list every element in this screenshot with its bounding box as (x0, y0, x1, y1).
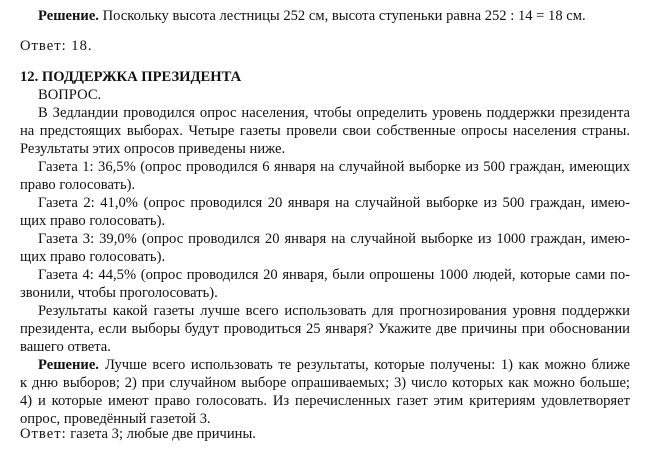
solution-line-4: опрос, проведённый газетой 3. (20, 411, 211, 427)
intro-line-3: Результаты этих опросов приведены ниже. (20, 141, 286, 157)
intro-line-2: на предстоящих выборах. Четыре газеты провели свои собственные опросы населения страны. (20, 123, 630, 139)
top-solution-text: Поскольку высота лестницы 252 см, высота ступеньки равна 252 : 14 = 18 см. (102, 8, 586, 24)
final-answer-label: Ответ: (20, 426, 67, 442)
newspaper-2-line-2: щих право голосовать). (20, 213, 166, 229)
solution-label: Решение. (38, 357, 99, 373)
solution-line-1 (38, 356, 630, 374)
newspaper-2-line-1: Газета 2: 41,0% (опрос проводился 20 января на случайной выборке из 500 граждан, имею- (38, 195, 630, 211)
question-line-2: президента, если выборы будут проводиться 25 января? Укажите две причины при обосновании (20, 321, 630, 337)
solution-text-1: Лучше всего использовать те результаты, которые получены: 1) как можно ближе (104, 357, 630, 373)
newspaper-1-line-2: право голосовать). (20, 177, 136, 193)
top-answer-label: Ответ: (20, 38, 67, 54)
top-answer-value: 18. (71, 38, 93, 54)
solution-line-2: к дню выборов; 2) при случайном выборе опрашиваемых; 3) число которых как можно больше; (20, 375, 630, 391)
top-answer-line (20, 37, 93, 55)
question-label: ВОПРОС. (38, 87, 102, 103)
newspaper-3-line-1: Газета 3: 39,0% (опрос проводился 20 января на случайной выборке из 1000 граждан, имею- (38, 231, 630, 247)
question-line-3: вашего ответа. (20, 339, 111, 355)
intro-line-1: В Зедландии проводился опрос населения, чтобы определить уровень поддержки президента (38, 105, 630, 121)
top-solution-label: Решение. (38, 8, 99, 24)
newspaper-4-line-1: Газета 4: 44,5% (опрос проводился 20 января, были опрошены 1000 людей, которые сами по- (38, 267, 630, 283)
final-answer-value: газета 3; любые две причины. (70, 426, 256, 442)
problem-title: 12. ПОДДЕРЖКА ПРЕЗИДЕНТА (20, 69, 242, 85)
newspaper-4-line-2: звонили, чтобы проголосовать). (20, 285, 218, 301)
solution-line-3: 4) и которые имеют право голосовать. Из перечисленных газет этим критериям удовлетворяет (20, 393, 630, 409)
newspaper-3-line-2: щих право голосовать). (20, 249, 166, 265)
question-line-1: Результаты какой газеты лучше всего использовать для прогнозирования уровня поддержки (38, 303, 630, 319)
final-answer-line (20, 425, 256, 443)
newspaper-1-line-1: Газета 1: 36,5% (опрос проводился 6 января на случайной выборке из 500 граждан, имеющих (38, 159, 630, 175)
top-solution-line (38, 7, 586, 25)
